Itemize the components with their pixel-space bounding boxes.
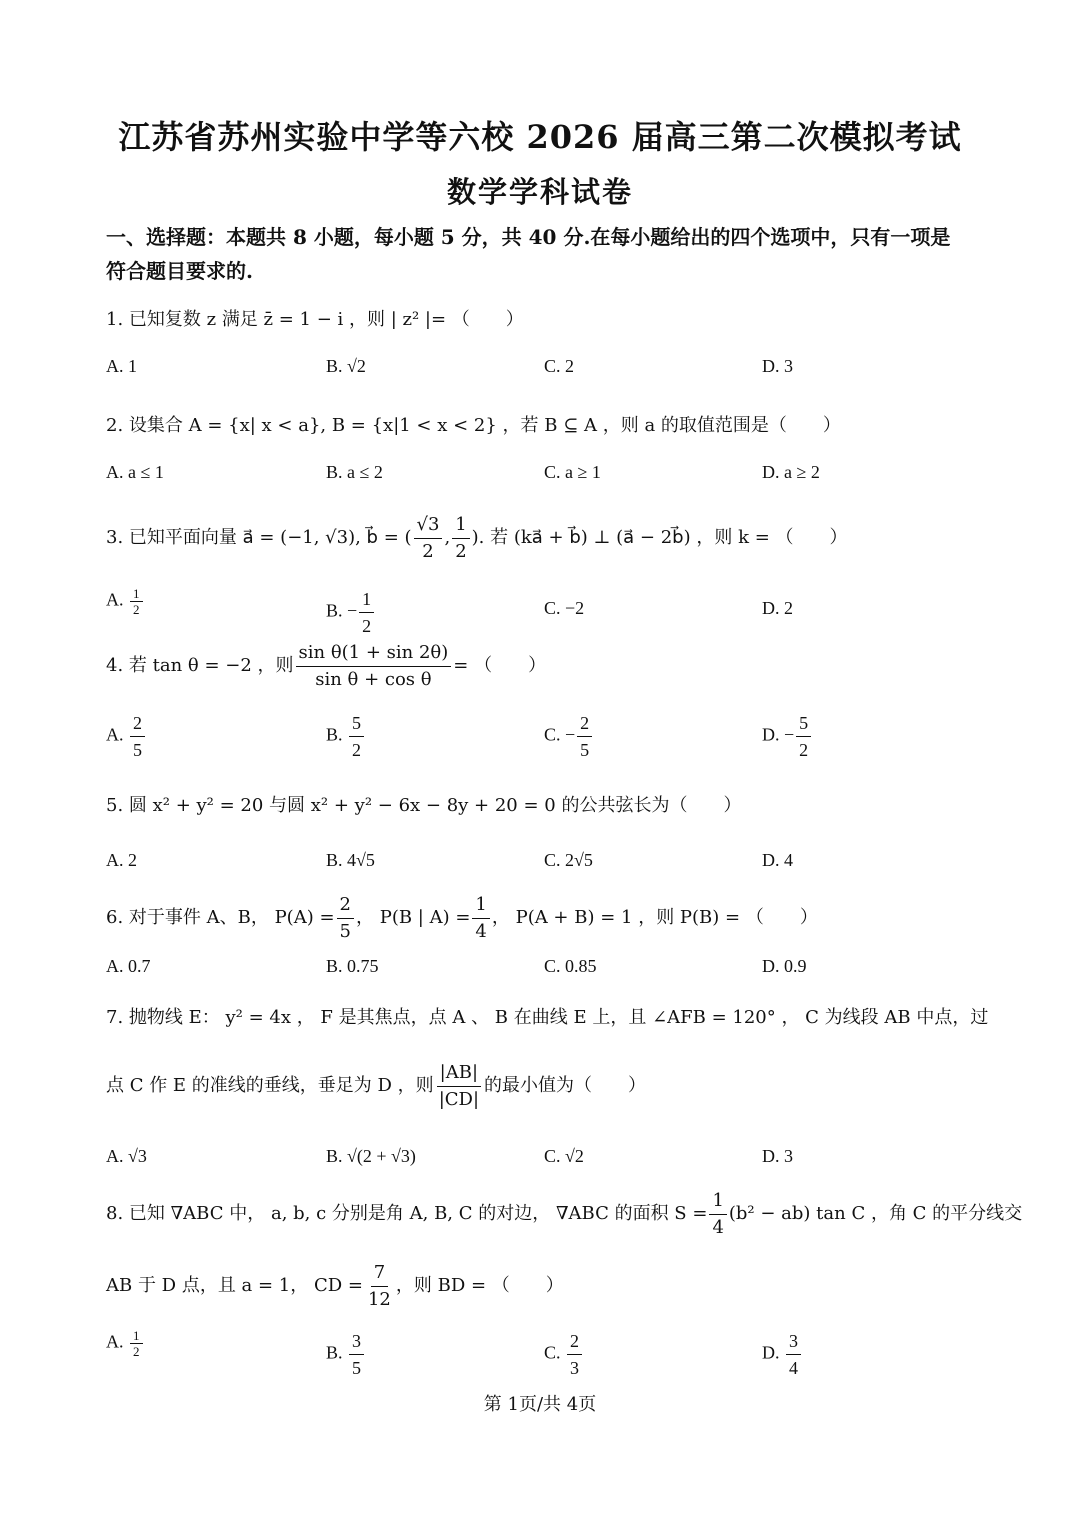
numerator: 3 [349, 1328, 364, 1355]
fraction [452, 512, 469, 565]
denominator: 5 [580, 740, 590, 760]
denominator: 4 [475, 920, 487, 942]
fraction [567, 1328, 582, 1381]
fraction [436, 1060, 482, 1113]
option-b: B. 0.75 [326, 956, 379, 976]
option-a-label: A. [106, 1331, 124, 1352]
section-heading-line2: 符合题目要求的. [106, 259, 253, 283]
question-7-stem-part2: 的最小值为（ ） [484, 1075, 647, 1096]
question-8-options [0, 1328, 1080, 1384]
question-6-options [0, 956, 1080, 996]
question-8-stem-line1 [106, 1186, 1023, 1242]
option-d: D. 0.9 [762, 956, 807, 976]
fraction [349, 1328, 364, 1381]
option-b [326, 586, 376, 639]
option-d [762, 1328, 803, 1381]
fraction [796, 710, 811, 763]
denominator: 12 [367, 1288, 391, 1310]
fraction [130, 586, 143, 617]
numerator: 5 [349, 710, 364, 737]
option-c: C. 2√5 [544, 850, 593, 870]
option-a: A. 2 [106, 850, 137, 870]
numerator: 2 [577, 710, 592, 737]
fraction [296, 640, 452, 693]
question-7-options [0, 1146, 1080, 1186]
option-c [544, 710, 594, 763]
question-7-stem-part1: 点 C 作 E 的准线的垂线，垂足为 D ，则 [106, 1075, 434, 1096]
numerator: 1 [130, 586, 143, 602]
denominator: 4 [789, 1358, 798, 1378]
numerator: 2 [567, 1328, 582, 1355]
option-a-label: A. [106, 724, 124, 745]
question-6-stem [106, 890, 1006, 946]
section-heading [106, 220, 986, 288]
option-d: D. 3 [762, 1146, 793, 1166]
option-a: A. a ≤ 1 [106, 462, 164, 482]
option-d-label: D. [762, 1342, 780, 1363]
fraction [472, 892, 489, 945]
fraction [349, 710, 364, 763]
option-c: C. −2 [544, 598, 585, 618]
option-a [106, 710, 147, 763]
option-c-label: C. [544, 1342, 561, 1363]
numerator: √3 [414, 512, 443, 539]
question-4-stem [106, 638, 1006, 694]
option-b-label: B. [326, 1342, 343, 1363]
option-b-label: B. [326, 724, 343, 745]
question-8-stem-part4: ，则 BD = （ ） [395, 1275, 564, 1296]
option-d: D. 4 [762, 850, 793, 870]
question-4-options [0, 710, 1080, 766]
option-d: D. 3 [762, 356, 793, 376]
question-6-stem-part2: ， P(B | A) = [355, 907, 471, 928]
numerator: |AB| [437, 1060, 481, 1087]
option-a-label: A. [106, 589, 124, 610]
numerator: 5 [796, 710, 811, 737]
question-8-stem-line2 [106, 1258, 1006, 1314]
denominator: 2 [133, 602, 140, 617]
option-c [544, 1328, 584, 1381]
exam-subtitle: 数学学科试卷 [446, 175, 633, 209]
fraction [709, 1188, 726, 1241]
question-4-stem-part1: 4. 若 tan θ = −2 ，则 [106, 655, 294, 676]
option-a: A. 0.7 [106, 956, 151, 976]
question-3-options [0, 586, 1080, 634]
numerator: 1 [130, 1328, 143, 1344]
numerator: 2 [130, 710, 145, 737]
option-c: C. a ≥ 1 [544, 462, 601, 482]
denominator: 5 [339, 920, 351, 942]
option-b: B. 4√5 [326, 850, 375, 870]
option-b-label: B. − [326, 600, 358, 621]
fraction [130, 710, 145, 763]
numerator: 2 [337, 892, 354, 919]
question-7-stem-line2 [106, 1058, 1006, 1114]
question-3-stem-part1: 3. 已知平面向量 a⃗ = (−1, √3), b⃗ = ( [106, 527, 412, 548]
fraction [130, 1328, 143, 1359]
fraction [786, 1328, 801, 1381]
question-8-stem-part2: (b² − ab) tan C ，角 C 的平分线交 [728, 1203, 1023, 1224]
denominator: 2 [352, 740, 362, 760]
question-7-stem-line1: 7. 抛物线 E： y² = 4x ， F 是其焦点，点 A 、 B 在曲线 E 上，且 ∠AFB = 120° ， C 为线段 AB 中点，过 [106, 1007, 989, 1028]
denominator: 2 [362, 616, 372, 636]
exam-title: 江苏省苏州实验中学等六校 2026 届高三第二次模拟考试 [118, 118, 962, 156]
question-2-stem: 2. 设集合 A = {x| x < a}, B = {x|1 < x < 2} ，若 B ⊆ A ，则 a 的取值范围是（ ） [106, 415, 841, 436]
fraction [577, 710, 592, 763]
numerator: 1 [452, 512, 469, 539]
denominator: 4 [712, 1216, 724, 1238]
numerator: 1 [709, 1188, 726, 1215]
denominator: sin θ + cos θ [315, 668, 432, 690]
denominator: 5 [352, 1358, 362, 1378]
option-c: C. 2 [544, 356, 575, 376]
option-a: A. √3 [106, 1146, 147, 1166]
fraction [359, 586, 374, 639]
denominator: 2 [799, 740, 809, 760]
option-b [326, 1328, 366, 1381]
numerator: 1 [472, 892, 489, 919]
denominator: 2 [455, 540, 467, 562]
question-3-stem: 3. 已知平面向量 a⃗ = (−1, √3), b⃗ = ( $\frac{√3}{2}$ , $\frac{1}{2}$ ). 若 (ka⃗ + b⃗) ⊥ (a⃗ − 2b⃗) ，则 k = （ ） [106, 510, 1006, 566]
option-a: A. 1 [106, 356, 137, 376]
denominator: 2 [133, 1344, 140, 1359]
question-6-stem-part3: ， P(A + B) = 1 ，则 P(B) = （ ） [491, 907, 818, 928]
option-b [326, 710, 366, 763]
option-b: B. √2 [326, 356, 366, 376]
option-c-label: C. − [544, 724, 576, 745]
question-8-stem-part1: 8. 已知 ∇ABC 中， a, b, c 分别是角 A, B, C 的对边， ∇ABC 的面积 S = [106, 1203, 708, 1224]
option-d: D. 2 [762, 598, 793, 618]
section-heading-line1: 一、选择题：本题共 8 小题，每小题 5 分，共 40 分.在每小题给出的四个选项中，只有一项是 [106, 225, 951, 249]
denominator: 5 [133, 740, 142, 760]
question-1-options [0, 356, 1080, 396]
denominator: 3 [570, 1358, 580, 1378]
option-b: B. √(2 + √3) [326, 1146, 416, 1166]
question-5-options [0, 850, 1080, 890]
fraction [337, 892, 354, 945]
numerator: 1 [359, 586, 374, 613]
denominator: 2 [422, 540, 434, 562]
numerator: 3 [786, 1328, 801, 1355]
question-6-stem-part1: 6. 对于事件 A、B， P(A) = [106, 907, 335, 928]
question-1-stem: 1. 已知复数 z 满足 z̄ = 1 − i ，则 | z² |= （ ） [106, 309, 524, 330]
option-a [106, 1328, 145, 1359]
fraction [365, 1260, 394, 1313]
option-b: B. a ≤ 2 [326, 462, 383, 482]
numerator: 7 [371, 1260, 388, 1287]
option-c: C. √2 [544, 1146, 584, 1166]
option-c: C. 0.85 [544, 956, 597, 976]
page-number: 第 1页/共 4页 [483, 1394, 597, 1415]
question-5-stem: 5. 圆 x² + y² = 20 与圆 x² + y² − 6x − 8y + 20 = 0 的公共弦长为（ ） [106, 795, 742, 816]
question-8-stem-part3: AB 于 D 点，且 a = 1， CD = [106, 1275, 363, 1296]
question-4-stem-part2: = （ ） [453, 655, 547, 676]
question-3-stem-part2: ). 若 (ka⃗ + b⃗) ⊥ (a⃗ − 2b⃗) ，则 k = （ ） [471, 527, 848, 548]
option-d [762, 710, 813, 763]
numerator: sin θ(1 + sin 2θ) [296, 640, 452, 667]
option-d: D. a ≥ 2 [762, 462, 820, 482]
fraction [414, 512, 443, 565]
option-d-label: D. − [762, 724, 795, 745]
question-2-options [0, 462, 1080, 502]
option-a [106, 586, 145, 617]
denominator: |CD| [438, 1088, 480, 1110]
